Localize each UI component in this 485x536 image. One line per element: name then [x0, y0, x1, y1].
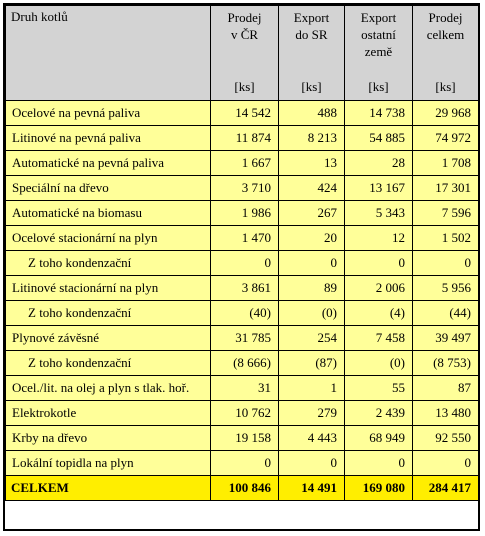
table-cell: (0): [279, 301, 345, 326]
table-cell: 1 470: [211, 226, 279, 251]
row-label: Lokální topidla na plyn: [6, 451, 211, 476]
table-row: [6, 351, 479, 376]
table-cell: 14 738: [345, 101, 413, 126]
table-cell: 2 006: [345, 276, 413, 301]
table-cell: 1 708: [413, 151, 479, 176]
table-cell: 1: [279, 376, 345, 401]
table-cell: (8 753): [413, 351, 479, 376]
row-label: Plynové závěsné: [6, 326, 211, 351]
table-cell: (87): [279, 351, 345, 376]
table-row: [6, 251, 479, 276]
header-row: [6, 6, 479, 101]
table-row: [6, 226, 479, 251]
table-cell: 0: [345, 251, 413, 276]
table-cell: 0: [413, 251, 479, 276]
table-cell: 1 986: [211, 201, 279, 226]
total-cell: 14 491: [279, 476, 345, 501]
table-cell: 7 458: [345, 326, 413, 351]
row-label: Speciální na dřevo: [6, 176, 211, 201]
table-cell: 14 542: [211, 101, 279, 126]
table-row: [6, 126, 479, 151]
table-cell: 488: [279, 101, 345, 126]
row-label: Automatické na biomasu: [6, 201, 211, 226]
table-cell: 74 972: [413, 126, 479, 151]
total-row: [6, 476, 479, 501]
table-cell: 54 885: [345, 126, 413, 151]
table-cell: 13: [279, 151, 345, 176]
table-cell: 55: [345, 376, 413, 401]
table-cell: (0): [345, 351, 413, 376]
row-label: Litinové na pevná paliva: [6, 126, 211, 151]
table-row: [6, 176, 479, 201]
table-cell: 0: [345, 451, 413, 476]
table-cell: 1 667: [211, 151, 279, 176]
table-cell: 279: [279, 401, 345, 426]
table-cell: 89: [279, 276, 345, 301]
table-cell: 11 874: [211, 126, 279, 151]
table-cell: 20: [279, 226, 345, 251]
table-cell: 29 968: [413, 101, 479, 126]
table-row: [6, 376, 479, 401]
table-row: [6, 151, 479, 176]
table-cell: 10 762: [211, 401, 279, 426]
table-cell: 12: [345, 226, 413, 251]
table-cell: 7 596: [413, 201, 479, 226]
table-cell: 87: [413, 376, 479, 401]
header-name: Druh kotlů: [6, 6, 211, 101]
table-row: [6, 301, 479, 326]
table-row: [6, 101, 479, 126]
row-label: Ocel./lit. na olej a plyn s tlak. hoř.: [6, 376, 211, 401]
table-cell: 13 480: [413, 401, 479, 426]
table-cell: 8 213: [279, 126, 345, 151]
table-cell: 3 710: [211, 176, 279, 201]
table-cell: 0: [211, 451, 279, 476]
table-cell: (44): [413, 301, 479, 326]
table-cell: (8 666): [211, 351, 279, 376]
row-label: Krby na dřevo: [6, 426, 211, 451]
total-cell: 100 846: [211, 476, 279, 501]
header-col-export-other: Export ostatní země [ks]: [345, 6, 413, 101]
row-label: Z toho kondenzační: [6, 251, 211, 276]
table-cell: 0: [413, 451, 479, 476]
table-cell: 13 167: [345, 176, 413, 201]
unit-label: [ks]: [234, 79, 255, 94]
total-label: CELKEM: [6, 476, 211, 501]
table-cell: 254: [279, 326, 345, 351]
table-cell: 92 550: [413, 426, 479, 451]
table-cell: 267: [279, 201, 345, 226]
table-frame: [3, 3, 480, 531]
table-cell: 19 158: [211, 426, 279, 451]
table-cell: 17 301: [413, 176, 479, 201]
table-cell: 1 502: [413, 226, 479, 251]
table-cell: (40): [211, 301, 279, 326]
table-row: [6, 201, 479, 226]
table-cell: 424: [279, 176, 345, 201]
table-row: [6, 326, 479, 351]
table-row: [6, 276, 479, 301]
table-cell: 31: [211, 376, 279, 401]
table-body: [6, 101, 479, 501]
table-cell: 0: [279, 451, 345, 476]
header-col-export-sr: Export do SR [ks]: [279, 6, 345, 101]
table-cell: 5 956: [413, 276, 479, 301]
table-cell: (4): [345, 301, 413, 326]
row-label: Elektrokotle: [6, 401, 211, 426]
table-cell: 68 949: [345, 426, 413, 451]
table-cell: 4 443: [279, 426, 345, 451]
header-col-total-sales: Prodej celkem [ks]: [413, 6, 479, 101]
table-cell: 31 785: [211, 326, 279, 351]
table-row: [6, 426, 479, 451]
table-cell: 39 497: [413, 326, 479, 351]
table-row: [6, 451, 479, 476]
table-cell: 5 343: [345, 201, 413, 226]
unit-label: [ks]: [301, 79, 322, 94]
table-cell: 28: [345, 151, 413, 176]
table-cell: 3 861: [211, 276, 279, 301]
row-label: Ocelové stacionární na plyn: [6, 226, 211, 251]
unit-label: [ks]: [435, 79, 456, 94]
header-col-domestic-sales: Prodej v ČR [ks]: [211, 6, 279, 101]
table-cell: 2 439: [345, 401, 413, 426]
table-cell: 0: [211, 251, 279, 276]
unit-label: [ks]: [368, 79, 389, 94]
row-label: Z toho kondenzační: [6, 351, 211, 376]
row-label: Litinové stacionární na plyn: [6, 276, 211, 301]
table-row: [6, 401, 479, 426]
total-cell: 169 080: [345, 476, 413, 501]
row-label: Z toho kondenzační: [6, 301, 211, 326]
boiler-sales-table: [5, 5, 479, 501]
row-label: Automatické na pevná paliva: [6, 151, 211, 176]
row-label: Ocelové na pevná paliva: [6, 101, 211, 126]
total-cell: 284 417: [413, 476, 479, 501]
table-cell: 0: [279, 251, 345, 276]
